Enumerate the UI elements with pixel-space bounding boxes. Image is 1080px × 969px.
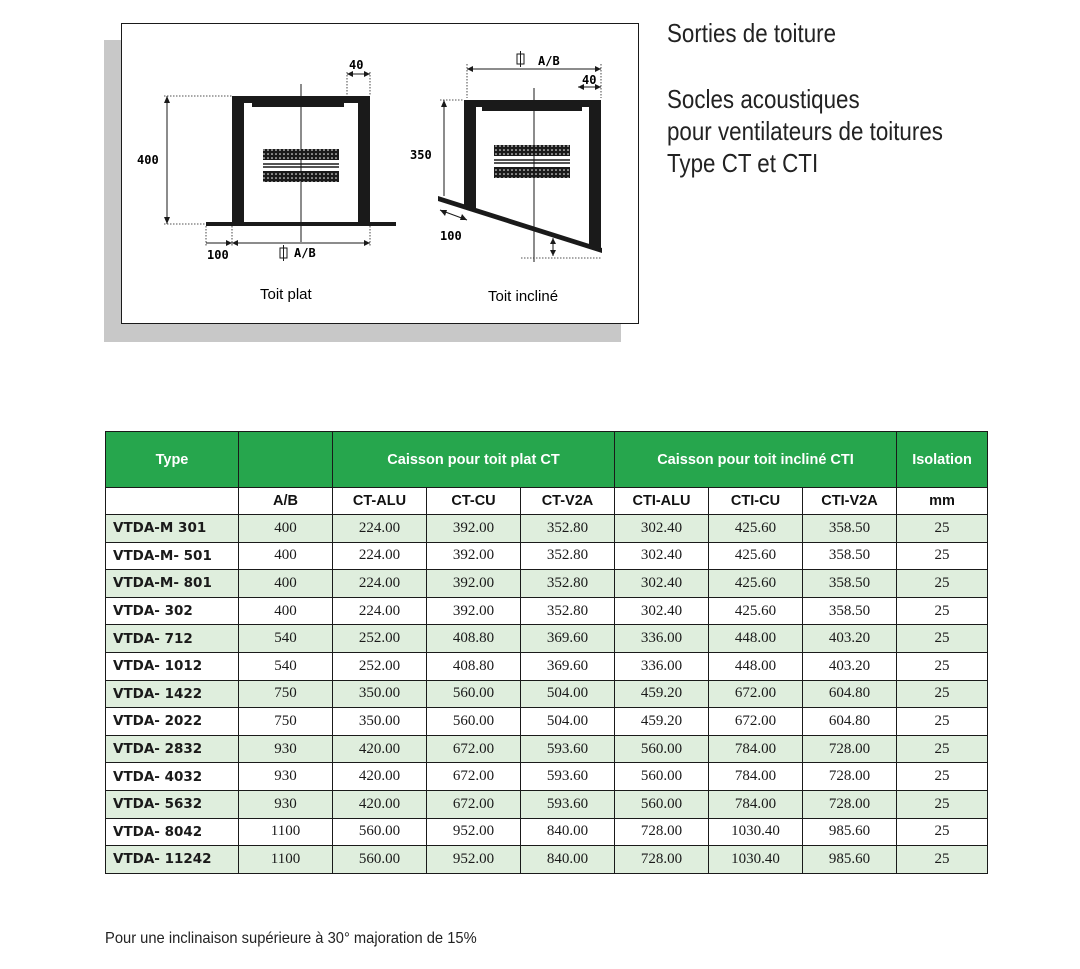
sub-header-cell: CTI-ALU [615,488,709,515]
value-cell: 25 [897,570,988,598]
subtitle-line: Socles acoustiques [667,84,860,114]
value-cell: 425.60 [709,570,803,598]
value-cell: 750 [239,708,333,736]
inclined-height-label: 350 [410,148,432,162]
header-isolation: Isolation [897,432,988,488]
value-cell: 358.50 [803,515,897,543]
flat-roof-diagram [137,58,396,303]
value-cell: 392.00 [427,570,521,598]
table-row [106,735,988,763]
sub-header-cell: CTI-V2A [803,488,897,515]
value-cell: 1100 [239,846,333,874]
value-cell: 400 [239,570,333,598]
subtitle-line: pour ventilateurs de toitures [667,116,943,146]
table-sub-header-row [106,488,988,515]
flat-height-label: 400 [137,153,159,167]
value-cell: 25 [897,735,988,763]
value-cell: 25 [897,818,988,846]
value-cell: 593.60 [521,735,615,763]
table-row [106,597,988,625]
value-cell: 448.00 [709,625,803,653]
value-cell: 560.00 [615,790,709,818]
value-cell: 672.00 [427,790,521,818]
value-cell: 400 [239,515,333,543]
value-cell: 672.00 [427,763,521,791]
header-cti: Caisson pour toit incliné CTI [615,432,897,488]
value-cell: 560.00 [333,818,427,846]
type-cell: VTDA- 11242 [106,846,239,874]
left-wall [232,96,244,224]
table-row [106,542,988,570]
value-cell: 25 [897,652,988,680]
table-body [106,515,988,874]
value-cell: 425.60 [709,597,803,625]
value-cell: 560.00 [333,846,427,874]
value-cell: 504.00 [521,708,615,736]
value-cell: 25 [897,846,988,874]
value-cell: 728.00 [615,818,709,846]
value-cell: 930 [239,790,333,818]
value-cell: 750 [239,680,333,708]
value-cell: 302.40 [615,570,709,598]
value-cell: 930 [239,735,333,763]
silencer-block [494,145,570,156]
inclined-ab-label: A/B [538,54,560,68]
header-blank [239,432,333,488]
value-cell: 560.00 [427,680,521,708]
flat-roof-caption: Toit plat [260,286,312,303]
type-cell: VTDA- 1422 [106,680,239,708]
type-cell: VTDA-M 301 [106,515,239,543]
value-cell: 728.00 [803,790,897,818]
table-row [106,846,988,874]
sub-header-cell: CT-CU [427,488,521,515]
value-cell: 336.00 [615,652,709,680]
value-cell: 358.50 [803,570,897,598]
flat-flange-label: 100 [207,248,229,262]
type-cell: VTDA- 4032 [106,763,239,791]
page-title: Sorties de toiture [667,18,837,48]
value-cell: 593.60 [521,763,615,791]
value-cell: 392.00 [427,597,521,625]
silencer-block [494,167,570,178]
value-cell: 369.60 [521,652,615,680]
top-wall [464,100,601,107]
value-cell: 25 [897,625,988,653]
value-cell: 403.20 [803,652,897,680]
value-cell: 352.80 [521,515,615,543]
type-cell: VTDA- 8042 [106,818,239,846]
value-cell: 420.00 [333,735,427,763]
value-cell: 352.80 [521,597,615,625]
type-cell: VTDA- 2022 [106,708,239,736]
left-wall [464,100,476,209]
value-cell: 25 [897,597,988,625]
type-cell: VTDA- 5632 [106,790,239,818]
table-row [106,652,988,680]
value-cell: 352.80 [521,570,615,598]
value-cell: 25 [897,680,988,708]
type-cell: VTDA- 1012 [106,652,239,680]
right-wall [358,96,370,224]
value-cell: 930 [239,763,333,791]
right-wall [589,100,601,252]
table-group-header-row [106,432,988,488]
value-cell: 252.00 [333,625,427,653]
sloped-roof-line [438,196,602,253]
table-row [106,818,988,846]
sub-header-cell: A/B [239,488,333,515]
value-cell: 952.00 [427,818,521,846]
value-cell: 448.00 [709,652,803,680]
value-cell: 593.60 [521,790,615,818]
value-cell: 25 [897,708,988,736]
value-cell: 540 [239,625,333,653]
value-cell: 560.00 [427,708,521,736]
value-cell: 302.40 [615,515,709,543]
value-cell: 25 [897,542,988,570]
table-row [106,790,988,818]
value-cell: 985.60 [803,818,897,846]
value-cell: 408.80 [427,625,521,653]
type-cell: VTDA-M- 501 [106,542,239,570]
value-cell: 400 [239,542,333,570]
value-cell: 540 [239,652,333,680]
value-cell: 252.00 [333,652,427,680]
value-cell: 728.00 [803,763,897,791]
footnote: Pour une inclinaison supérieure à 30° majoration de 15% [105,930,477,947]
value-cell: 840.00 [521,846,615,874]
value-cell: 336.00 [615,625,709,653]
value-cell: 224.00 [333,597,427,625]
value-cell: 459.20 [615,708,709,736]
table-row [106,763,988,791]
sub-header-cell [106,488,239,515]
value-cell: 224.00 [333,515,427,543]
inclined-roof-caption: Toit incliné [488,288,559,305]
value-cell: 350.00 [333,708,427,736]
value-cell: 560.00 [615,735,709,763]
value-cell: 840.00 [521,818,615,846]
table-row [106,570,988,598]
sub-header-cell: mm [897,488,988,515]
type-cell: VTDA- 2832 [106,735,239,763]
type-cell: VTDA-M- 801 [106,570,239,598]
value-cell: 358.50 [803,597,897,625]
value-cell: 408.80 [427,652,521,680]
inclined-flange-label: 100 [440,229,462,243]
value-cell: 459.20 [615,680,709,708]
flat-top-label: 40 [349,58,364,72]
value-cell: 302.40 [615,542,709,570]
inclined-roof-diagram [410,51,602,305]
value-cell: 1030.40 [709,818,803,846]
value-cell: 392.00 [427,515,521,543]
table-row [106,708,988,736]
value-cell: 420.00 [333,763,427,791]
page-subtitle [667,83,943,179]
value-cell: 403.20 [803,625,897,653]
value-cell: 672.00 [709,680,803,708]
value-cell: 1030.40 [709,846,803,874]
type-cell: VTDA- 302 [106,597,239,625]
inclined-top-label: 40 [582,73,597,87]
value-cell: 25 [897,790,988,818]
value-cell: 784.00 [709,735,803,763]
value-cell: 25 [897,515,988,543]
value-cell: 358.50 [803,542,897,570]
value-cell: 302.40 [615,597,709,625]
price-table [105,431,988,874]
header-ct: Caisson pour toit plat CT [333,432,615,488]
value-cell: 392.00 [427,542,521,570]
value-cell: 784.00 [709,763,803,791]
sub-header-cell: CTI-CU [709,488,803,515]
table-row [106,680,988,708]
value-cell: 369.60 [521,625,615,653]
type-cell: VTDA- 712 [106,625,239,653]
value-cell: 672.00 [709,708,803,736]
silencer-block [263,171,339,182]
value-cell: 985.60 [803,846,897,874]
table-row [106,625,988,653]
value-cell: 25 [897,763,988,791]
diagram-svg [122,24,640,325]
flat-ab-label: A/B [294,246,316,260]
value-cell: 604.80 [803,708,897,736]
mounting-diagram [121,23,639,324]
sub-header-cell: CT-V2A [521,488,615,515]
value-cell: 952.00 [427,846,521,874]
value-cell: 350.00 [333,680,427,708]
value-cell: 784.00 [709,790,803,818]
value-cell: 1100 [239,818,333,846]
value-cell: 425.60 [709,542,803,570]
value-cell: 604.80 [803,680,897,708]
value-cell: 420.00 [333,790,427,818]
value-cell: 425.60 [709,515,803,543]
value-cell: 224.00 [333,542,427,570]
value-cell: 224.00 [333,570,427,598]
subtitle-line: Type CT et CTI [667,148,819,178]
value-cell: 560.00 [615,763,709,791]
value-cell: 672.00 [427,735,521,763]
value-cell: 728.00 [803,735,897,763]
silencer-block [263,149,339,160]
value-cell: 728.00 [615,846,709,874]
header-type: Type [106,432,239,488]
value-cell: 400 [239,597,333,625]
sub-header-cell: CT-ALU [333,488,427,515]
value-cell: 504.00 [521,680,615,708]
value-cell: 352.80 [521,542,615,570]
table-row [106,515,988,543]
